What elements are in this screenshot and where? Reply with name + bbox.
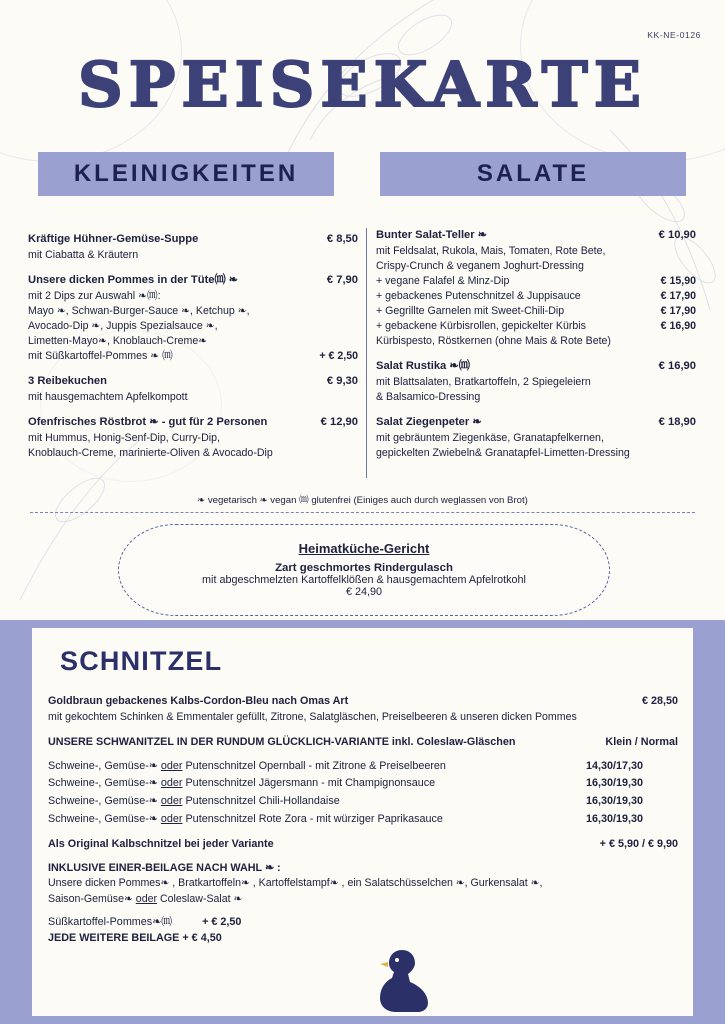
item-price: € 10,90 bbox=[658, 229, 696, 241]
section-divider bbox=[30, 512, 695, 513]
variant-row bbox=[48, 776, 678, 792]
salate-list bbox=[376, 228, 696, 471]
duck-icon bbox=[372, 944, 432, 1014]
option-price: € 15,90 bbox=[660, 274, 696, 287]
variant-pre: Schweine-, Gemüse-❧ bbox=[48, 812, 158, 825]
supplement-label: mit Süßkartoffel-Pommes ❧ ⒨ bbox=[28, 349, 173, 362]
item-description-line: gepickelten Zwiebeln& Granatapfel-Limetten-Dressing bbox=[376, 447, 630, 460]
column-divider bbox=[366, 228, 367, 478]
allergen-legend: ❧ vegetarisch ❧ vegan ⒨ glutenfrei (Einiges auch durch weglassen von Brot) bbox=[197, 495, 528, 506]
cordon-bleu-price: € 28,50 bbox=[641, 695, 678, 707]
page-title bbox=[0, 48, 725, 121]
suesskartoffel-label: Süßkartoffel-Pommes❧⒨ bbox=[48, 916, 173, 929]
variant-price: 16,30/19,30 bbox=[586, 777, 644, 790]
suesskartoffel-row bbox=[48, 915, 678, 931]
item-price: € 12,90 bbox=[320, 415, 358, 428]
beilage-line-2a: Saison-Gemüse❧ bbox=[48, 892, 133, 905]
beilage-heading: INKLUSIVE EINER-BEILAGE NACH WAHL ❧ : bbox=[48, 861, 281, 874]
section-banner-kleinigkeiten: KLEINIGKEITEN bbox=[38, 152, 334, 196]
variant-or: oder bbox=[160, 777, 183, 790]
kalbschnitzel-price: + € 5,90 / € 9,90 bbox=[599, 838, 678, 851]
variant-price-header: Klein / Normal bbox=[605, 736, 678, 748]
item-description-line: & Balsamico-Dressing bbox=[376, 391, 481, 404]
item-name: Salat Ziegenpeter ❧ bbox=[376, 416, 482, 429]
section-banner-salate: SALATE bbox=[380, 152, 686, 196]
variant-label bbox=[48, 759, 446, 775]
item-name: Unsere dicken Pommes in der Tüte⒨ ❧ bbox=[28, 273, 239, 286]
item-name: 3 Reibekuchen bbox=[28, 375, 107, 387]
item-description: mit hausgemachtem Apfelkompott bbox=[28, 390, 188, 403]
option-label: + Gegrillte Garnelen mit Sweet-Chili-Dip bbox=[376, 305, 565, 318]
item-description: mit Blattsalaten, Bratkartoffeln, 2 Spiegeleiern bbox=[376, 376, 591, 389]
item-description: mit Feldsalat, Rukola, Mais, Tomaten, Rote Bete, bbox=[376, 244, 606, 257]
item-name: Kräftige Hühner-Gemüse-Suppe bbox=[28, 233, 199, 245]
variant-pre: Schweine-, Gemüse-❧ bbox=[48, 777, 158, 790]
schnitzel-card bbox=[32, 628, 693, 1016]
variant-pre: Schweine-, Gemüse-❧ bbox=[48, 759, 158, 772]
cordon-bleu-description: mit gekochtem Schinken & Emmentaler gefüllt, Zitrone, Salatgläschen, Preiselbeeren & unseren dicken Pommes bbox=[48, 710, 577, 723]
weitere-beilage-note: JEDE WEITERE BEILAGE + € 4,50 bbox=[48, 931, 222, 944]
item-option-line: Avocado-Dip ❧, Juppis Spezialsauce ❧, bbox=[28, 319, 218, 332]
variant-row bbox=[48, 794, 678, 810]
item-description: mit Hummus, Honig-Senf-Dip, Curry-Dip, bbox=[28, 431, 220, 444]
beilage-line-2-or: oder bbox=[135, 892, 157, 905]
menu-item bbox=[28, 273, 358, 364]
menu-code: KK-NE-0126 bbox=[647, 30, 701, 40]
item-description-line: Crispy-Crunch & veganem Joghurt-Dressing bbox=[376, 259, 584, 272]
option-price: € 17,90 bbox=[660, 290, 696, 302]
item-description: mit Ciabatta & Kräutern bbox=[28, 248, 139, 261]
suesskartoffel-price: + € 2,50 bbox=[202, 916, 242, 929]
item-option-line: Limetten-Mayo❧, Knoblauch-Creme❧ bbox=[28, 334, 208, 347]
beilage-line-2 bbox=[48, 892, 678, 907]
variant-row bbox=[48, 812, 678, 828]
item-option bbox=[376, 289, 696, 304]
item-price: € 9,30 bbox=[326, 375, 358, 387]
schnitzel-heading: SCHNITZEL bbox=[60, 646, 223, 676]
item-price: € 7,90 bbox=[326, 273, 358, 286]
menu-item bbox=[28, 232, 358, 263]
item-option bbox=[376, 319, 696, 334]
variant-price: 14,30/17,30 bbox=[586, 759, 644, 772]
heimatkueche-dish: Zart geschmortes Rindergulasch bbox=[275, 562, 453, 574]
kalbschnitzel-label: Als Original Kalbschnitzel bei jeder Variante bbox=[48, 838, 274, 851]
option-label: + gebackenes Putenschnitzel & Juppisauce bbox=[376, 290, 581, 302]
menu-item bbox=[376, 359, 696, 405]
variant-or: oder bbox=[160, 794, 183, 807]
item-option-tail: Kürbispesto, Röstkernen (ohne Mais & Rote Bete) bbox=[376, 335, 611, 348]
menu-item bbox=[28, 415, 358, 461]
cordon-bleu-row bbox=[48, 694, 678, 710]
option-label: + vegane Falafel & Minz-Dip bbox=[376, 274, 510, 287]
item-description: mit 2 Dips zur Auswahl ❧⒨: bbox=[28, 289, 161, 302]
heimatkueche-description: mit abgeschmelzten Kartoffelklößen & hausgemachtem Apfelrotkohl bbox=[202, 574, 526, 586]
item-name: Bunter Salat-Teller ❧ bbox=[376, 229, 488, 241]
variant-price: 16,30/19,30 bbox=[586, 812, 644, 825]
variant-or: oder bbox=[160, 812, 183, 825]
option-price: € 16,90 bbox=[660, 320, 696, 333]
variant-label bbox=[48, 794, 340, 810]
cordon-bleu-name: Goldbraun gebackenes Kalbs-Cordon-Bleu nach Omas Art bbox=[48, 695, 349, 707]
beilage-line-1: Unsere dicken Pommes❧ , Bratkartoffeln❧ , Kartoffelstampf❧ , ein Salatschüsselchen ❧, Gurkensalat ❧, bbox=[48, 877, 543, 890]
kleinigkeiten-list bbox=[28, 232, 358, 471]
item-price: € 18,90 bbox=[658, 416, 696, 429]
item-name: Ofenfrisches Röstbrot ❧ - gut für 2 Personen bbox=[28, 415, 268, 428]
item-price: € 8,50 bbox=[326, 233, 358, 245]
item-description: mit gebräuntem Ziegenkäse, Granatapfelkernen, bbox=[376, 432, 604, 444]
variant-price: 16,30/19,30 bbox=[586, 794, 644, 807]
item-option bbox=[376, 274, 696, 289]
item-price: € 16,90 bbox=[658, 360, 696, 373]
heimatkueche-box bbox=[118, 524, 610, 616]
variant-post: Putenschnitzel Opernball - mit Zitrone & Preiselbeeren bbox=[185, 759, 446, 772]
variant-heading: UNSERE SCHWANITZEL IN DER RUNDUM GLÜCKLICH-VARIANTE inkl. Coleslaw-Gläschen bbox=[48, 736, 516, 748]
variant-heading-row bbox=[48, 735, 678, 751]
variant-or: oder bbox=[160, 759, 183, 772]
kalbschnitzel-row bbox=[48, 837, 678, 853]
item-option bbox=[376, 304, 696, 319]
item-option-line: Mayo ❧, Schwan-Burger-Sauce ❧, Ketchup ❧, bbox=[28, 304, 250, 317]
variant-row bbox=[48, 759, 678, 775]
beilage-line-2b: Coleslaw-Salat ❧ bbox=[159, 892, 243, 905]
variant-pre: Schweine-, Gemüse-❧ bbox=[48, 794, 158, 807]
supplement-price: + € 2,50 bbox=[319, 349, 358, 362]
option-label: + gebackene Kürbisrollen, gepickelter Kürbis bbox=[376, 320, 586, 333]
heimatkueche-price: € 24,90 bbox=[345, 586, 383, 598]
schnitzel-body bbox=[48, 694, 678, 946]
menu-item bbox=[376, 228, 696, 349]
item-supplement bbox=[28, 349, 358, 364]
item-name: Salat Rustika ❧⒨ bbox=[376, 360, 470, 373]
menu-item bbox=[28, 374, 358, 405]
variant-post: Putenschnitzel Rote Zora - mit würziger Paprikasauce bbox=[185, 812, 443, 825]
variant-post: Putenschnitzel Jägersmann - mit Champignonsauce bbox=[185, 777, 436, 790]
item-description-line: Knoblauch-Creme, marinierte-Oliven & Avocado-Dip bbox=[28, 446, 273, 459]
variant-label bbox=[48, 812, 443, 828]
option-price: € 17,90 bbox=[660, 305, 696, 318]
page-title-text: SPEISEKARTE bbox=[78, 48, 647, 121]
variant-label bbox=[48, 776, 435, 792]
heimatkueche-title: Heimatküche-Gericht bbox=[298, 541, 430, 556]
menu-item bbox=[376, 415, 696, 461]
variant-post: Putenschnitzel Chili-Hollandaise bbox=[185, 794, 340, 807]
